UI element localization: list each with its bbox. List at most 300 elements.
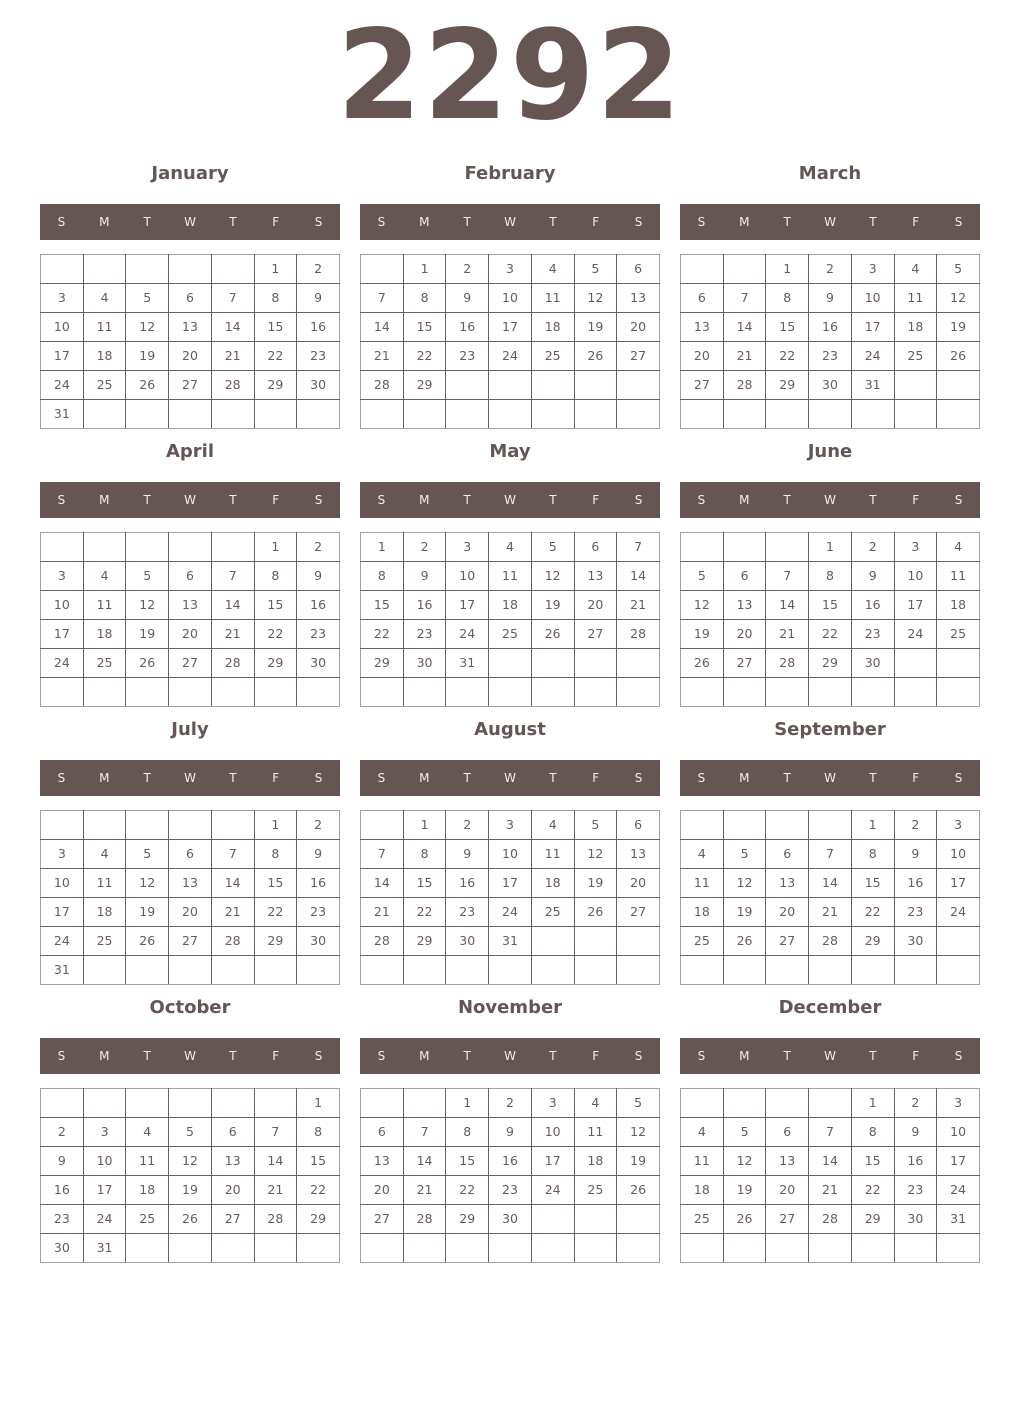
day-cell: 24	[489, 342, 532, 371]
day-cell: 18	[894, 313, 937, 342]
day-cell: 23	[894, 898, 937, 927]
week-row	[361, 284, 660, 313]
day-cell	[211, 678, 254, 707]
day-cell	[937, 1234, 980, 1263]
week-row	[41, 1089, 340, 1118]
day-cell: 2	[489, 1089, 532, 1118]
day-cell: 12	[723, 1147, 766, 1176]
month-june	[680, 441, 980, 711]
weekday-label: M	[739, 215, 750, 229]
day-cell: 27	[617, 898, 660, 927]
day-cell: 4	[681, 1118, 724, 1147]
day-cell: 15	[254, 313, 297, 342]
day-cell: 31	[489, 927, 532, 956]
weekday-label: T	[869, 215, 877, 229]
week-row	[681, 811, 980, 840]
day-cell: 15	[297, 1147, 340, 1176]
day-cell	[617, 927, 660, 956]
day-cell	[531, 956, 574, 985]
day-cell: 28	[809, 1205, 852, 1234]
week-row	[681, 927, 980, 956]
day-cell: 31	[41, 956, 84, 985]
day-cell: 9	[297, 562, 340, 591]
week-row	[41, 927, 340, 956]
day-cell: 9	[297, 284, 340, 313]
day-cell: 8	[403, 840, 446, 869]
day-cell	[41, 678, 84, 707]
day-cell: 6	[169, 840, 212, 869]
week-row	[41, 400, 340, 429]
day-cell	[617, 956, 660, 985]
day-cell: 23	[489, 1176, 532, 1205]
day-cell: 4	[937, 533, 980, 562]
day-cell: 15	[403, 313, 446, 342]
day-grid	[40, 254, 340, 429]
weekday-label: T	[143, 1049, 151, 1063]
day-cell: 17	[489, 869, 532, 898]
day-cell: 10	[446, 562, 489, 591]
day-cell	[489, 649, 532, 678]
weekday-label: W	[824, 1049, 836, 1063]
day-grid	[360, 1088, 660, 1263]
day-cell: 26	[723, 927, 766, 956]
week-row	[361, 371, 660, 400]
day-cell: 4	[126, 1118, 169, 1147]
day-cell	[809, 1089, 852, 1118]
day-cell	[894, 371, 937, 400]
day-cell: 15	[254, 591, 297, 620]
day-cell: 12	[574, 284, 617, 313]
weekday-label: W	[504, 493, 516, 507]
day-cell: 9	[894, 1118, 937, 1147]
day-cell: 30	[894, 1205, 937, 1234]
weekday-label: S	[314, 215, 323, 229]
weekday-label: M	[739, 493, 750, 507]
day-cell: 4	[531, 255, 574, 284]
day-cell: 8	[254, 840, 297, 869]
month-july	[40, 719, 340, 989]
week-row	[361, 678, 660, 707]
day-cell: 24	[937, 898, 980, 927]
day-cell: 24	[446, 620, 489, 649]
day-cell: 13	[169, 591, 212, 620]
day-cell	[851, 1234, 894, 1263]
day-cell: 25	[83, 927, 126, 956]
week-row	[361, 255, 660, 284]
day-cell: 16	[489, 1147, 532, 1176]
day-grid	[360, 532, 660, 707]
day-cell: 22	[254, 342, 297, 371]
day-cell: 3	[937, 1089, 980, 1118]
day-cell	[937, 400, 980, 429]
day-cell: 6	[169, 284, 212, 313]
day-cell	[574, 649, 617, 678]
day-cell	[681, 255, 724, 284]
week-row	[41, 869, 340, 898]
week-row	[41, 313, 340, 342]
day-cell: 11	[83, 869, 126, 898]
day-cell	[489, 400, 532, 429]
day-cell: 21	[211, 342, 254, 371]
week-row	[681, 840, 980, 869]
day-cell: 10	[894, 562, 937, 591]
day-cell: 18	[531, 869, 574, 898]
weekday-header	[680, 1038, 980, 1074]
day-cell: 12	[126, 591, 169, 620]
day-cell	[894, 956, 937, 985]
day-cell: 17	[851, 313, 894, 342]
month-title: November	[457, 997, 563, 1018]
day-cell	[361, 400, 404, 429]
weekday-label: W	[504, 771, 516, 785]
day-cell: 14	[254, 1147, 297, 1176]
day-cell	[211, 533, 254, 562]
day-cell: 4	[894, 255, 937, 284]
day-cell: 16	[446, 313, 489, 342]
day-cell	[681, 811, 724, 840]
month-title: March	[798, 163, 862, 184]
day-cell: 2	[446, 255, 489, 284]
week-row	[41, 255, 340, 284]
day-cell: 13	[574, 562, 617, 591]
day-cell: 1	[254, 811, 297, 840]
day-cell: 5	[681, 562, 724, 591]
day-cell: 9	[894, 840, 937, 869]
week-row	[361, 898, 660, 927]
weekday-label: M	[739, 771, 750, 785]
day-cell: 21	[766, 620, 809, 649]
day-cell	[574, 1234, 617, 1263]
weekday-label: W	[184, 771, 196, 785]
day-cell: 18	[937, 591, 980, 620]
day-cell: 28	[403, 1205, 446, 1234]
day-cell: 10	[41, 591, 84, 620]
day-cell: 8	[851, 1118, 894, 1147]
day-cell: 3	[41, 562, 84, 591]
weekday-label: T	[549, 1049, 557, 1063]
day-cell: 25	[574, 1176, 617, 1205]
day-cell: 19	[723, 898, 766, 927]
day-cell: 17	[894, 591, 937, 620]
day-cell: 30	[297, 649, 340, 678]
day-cell	[126, 1234, 169, 1263]
day-cell: 7	[809, 1118, 852, 1147]
weekday-label: W	[824, 215, 836, 229]
day-cell: 30	[446, 927, 489, 956]
day-cell: 9	[489, 1118, 532, 1147]
day-cell	[83, 1089, 126, 1118]
day-cell: 24	[83, 1205, 126, 1234]
day-cell: 25	[937, 620, 980, 649]
day-cell: 19	[126, 620, 169, 649]
day-cell: 19	[617, 1147, 660, 1176]
weekday-label: S	[954, 493, 963, 507]
day-grid	[680, 1088, 980, 1263]
day-cell	[809, 400, 852, 429]
day-cell: 9	[809, 284, 852, 313]
day-cell: 31	[41, 400, 84, 429]
week-row	[361, 1176, 660, 1205]
day-cell	[361, 678, 404, 707]
day-cell	[126, 956, 169, 985]
weekday-label: S	[634, 493, 643, 507]
day-cell: 31	[446, 649, 489, 678]
day-cell: 16	[297, 591, 340, 620]
month-may	[360, 441, 660, 711]
day-cell: 24	[937, 1176, 980, 1205]
day-cell: 21	[211, 898, 254, 927]
day-cell: 7	[361, 840, 404, 869]
week-row	[681, 562, 980, 591]
day-cell	[211, 1089, 254, 1118]
day-cell: 17	[489, 313, 532, 342]
day-cell: 3	[894, 533, 937, 562]
weekday-label: W	[504, 215, 516, 229]
day-cell	[169, 811, 212, 840]
day-cell: 3	[446, 533, 489, 562]
day-cell: 9	[297, 840, 340, 869]
day-cell: 27	[574, 620, 617, 649]
week-row	[681, 342, 980, 371]
week-row	[361, 1118, 660, 1147]
day-cell: 25	[83, 371, 126, 400]
day-cell: 13	[617, 840, 660, 869]
day-cell: 3	[489, 255, 532, 284]
weekday-label: M	[419, 215, 430, 229]
day-cell: 19	[723, 1176, 766, 1205]
day-cell: 28	[254, 1205, 297, 1234]
day-cell	[894, 649, 937, 678]
day-cell: 25	[531, 342, 574, 371]
day-cell: 16	[894, 1147, 937, 1176]
day-cell: 6	[361, 1118, 404, 1147]
weekday-label: S	[314, 771, 323, 785]
day-cell: 29	[254, 649, 297, 678]
day-cell: 16	[894, 869, 937, 898]
day-cell: 9	[403, 562, 446, 591]
day-cell: 21	[361, 898, 404, 927]
day-cell: 31	[937, 1205, 980, 1234]
day-cell: 17	[531, 1147, 574, 1176]
day-cell: 2	[403, 533, 446, 562]
day-cell	[211, 400, 254, 429]
day-cell: 8	[361, 562, 404, 591]
day-cell: 12	[126, 869, 169, 898]
day-cell	[723, 678, 766, 707]
day-cell: 4	[574, 1089, 617, 1118]
day-cell	[723, 1234, 766, 1263]
weekday-label: W	[184, 215, 196, 229]
day-cell: 30	[489, 1205, 532, 1234]
day-cell: 14	[766, 591, 809, 620]
day-cell	[809, 678, 852, 707]
day-cell	[766, 1089, 809, 1118]
day-cell	[361, 1089, 404, 1118]
day-cell: 15	[851, 869, 894, 898]
month-november	[360, 997, 660, 1267]
weekday-label: F	[272, 215, 280, 229]
day-cell: 24	[41, 371, 84, 400]
weekday-label: M	[419, 771, 430, 785]
day-cell: 14	[403, 1147, 446, 1176]
day-cell: 1	[809, 533, 852, 562]
weekday-label: T	[783, 215, 791, 229]
day-cell: 9	[851, 562, 894, 591]
weekday-label: F	[912, 1049, 920, 1063]
week-row	[361, 649, 660, 678]
day-cell: 22	[851, 898, 894, 927]
week-row	[361, 1089, 660, 1118]
day-cell: 16	[851, 591, 894, 620]
day-cell	[894, 678, 937, 707]
day-cell: 30	[41, 1234, 84, 1263]
weekday-label: T	[549, 771, 557, 785]
day-cell: 31	[83, 1234, 126, 1263]
day-cell: 31	[851, 371, 894, 400]
day-cell: 3	[489, 811, 532, 840]
week-row	[681, 1205, 980, 1234]
day-cell: 22	[809, 620, 852, 649]
day-cell: 15	[403, 869, 446, 898]
weekday-label: S	[377, 493, 386, 507]
week-row	[681, 1234, 980, 1263]
day-cell: 18	[681, 898, 724, 927]
day-cell: 2	[297, 255, 340, 284]
day-cell: 29	[809, 649, 852, 678]
day-grid	[40, 810, 340, 985]
week-row	[361, 533, 660, 562]
week-row	[41, 898, 340, 927]
month-title: September	[774, 719, 886, 740]
day-cell	[254, 956, 297, 985]
weekday-label: S	[377, 1049, 386, 1063]
week-row	[681, 1089, 980, 1118]
week-row	[681, 1147, 980, 1176]
day-cell: 5	[126, 284, 169, 313]
day-cell: 25	[83, 649, 126, 678]
weekday-label: F	[592, 1049, 600, 1063]
day-cell: 16	[403, 591, 446, 620]
week-row	[361, 840, 660, 869]
day-cell: 20	[169, 620, 212, 649]
day-cell	[531, 1234, 574, 1263]
weekday-label: T	[463, 215, 471, 229]
day-cell	[126, 400, 169, 429]
day-grid	[40, 532, 340, 707]
day-cell: 24	[531, 1176, 574, 1205]
day-cell: 14	[211, 313, 254, 342]
month-february	[360, 163, 660, 433]
weekday-label: S	[377, 771, 386, 785]
weekday-label: F	[272, 493, 280, 507]
day-cell	[766, 400, 809, 429]
weekday-label: F	[592, 771, 600, 785]
day-cell: 28	[809, 927, 852, 956]
day-cell: 22	[403, 342, 446, 371]
day-cell: 11	[681, 869, 724, 898]
day-cell: 17	[937, 1147, 980, 1176]
day-cell: 6	[766, 840, 809, 869]
day-cell	[723, 811, 766, 840]
day-cell: 29	[361, 649, 404, 678]
day-cell: 12	[126, 313, 169, 342]
day-cell: 18	[489, 591, 532, 620]
weekday-label: S	[954, 1049, 963, 1063]
month-march	[680, 163, 980, 433]
day-cell: 22	[361, 620, 404, 649]
day-cell: 12	[574, 840, 617, 869]
day-cell: 26	[937, 342, 980, 371]
day-cell: 22	[254, 898, 297, 927]
month-august	[360, 719, 660, 989]
day-cell: 23	[446, 898, 489, 927]
weekday-header	[360, 760, 660, 796]
month-october	[40, 997, 340, 1267]
day-cell: 27	[169, 649, 212, 678]
week-row	[41, 1176, 340, 1205]
day-cell: 3	[937, 811, 980, 840]
weekday-label: T	[869, 493, 877, 507]
weekday-label: T	[869, 1049, 877, 1063]
week-row	[361, 927, 660, 956]
weekday-header	[40, 204, 340, 240]
day-cell: 28	[766, 649, 809, 678]
day-cell: 1	[403, 255, 446, 284]
weekday-header	[680, 482, 980, 518]
day-grid	[360, 810, 660, 985]
day-cell: 30	[851, 649, 894, 678]
weekday-label: S	[634, 1049, 643, 1063]
day-cell: 6	[617, 255, 660, 284]
weekday-label: F	[272, 771, 280, 785]
day-cell: 5	[617, 1089, 660, 1118]
day-cell: 19	[574, 313, 617, 342]
day-cell: 10	[531, 1118, 574, 1147]
week-row	[681, 620, 980, 649]
weekday-label: M	[99, 493, 110, 507]
day-cell: 20	[617, 313, 660, 342]
week-row	[681, 533, 980, 562]
day-cell	[681, 533, 724, 562]
day-cell	[809, 811, 852, 840]
day-cell: 30	[297, 927, 340, 956]
day-cell	[446, 956, 489, 985]
week-row	[681, 284, 980, 313]
day-cell: 27	[361, 1205, 404, 1234]
weekday-label: W	[184, 1049, 196, 1063]
day-cell: 13	[169, 869, 212, 898]
weekday-label: T	[143, 771, 151, 785]
day-cell: 27	[169, 927, 212, 956]
day-cell	[617, 371, 660, 400]
day-cell	[766, 678, 809, 707]
day-cell: 27	[766, 927, 809, 956]
day-cell: 7	[211, 840, 254, 869]
day-cell: 6	[211, 1118, 254, 1147]
day-cell: 20	[574, 591, 617, 620]
day-cell: 20	[681, 342, 724, 371]
day-cell	[574, 371, 617, 400]
week-row	[681, 1118, 980, 1147]
day-cell: 8	[809, 562, 852, 591]
week-row	[681, 255, 980, 284]
week-row	[361, 562, 660, 591]
month-title: April	[165, 441, 215, 462]
week-row	[681, 371, 980, 400]
day-cell: 14	[361, 313, 404, 342]
weekday-label: T	[229, 771, 237, 785]
weekday-label: T	[143, 215, 151, 229]
